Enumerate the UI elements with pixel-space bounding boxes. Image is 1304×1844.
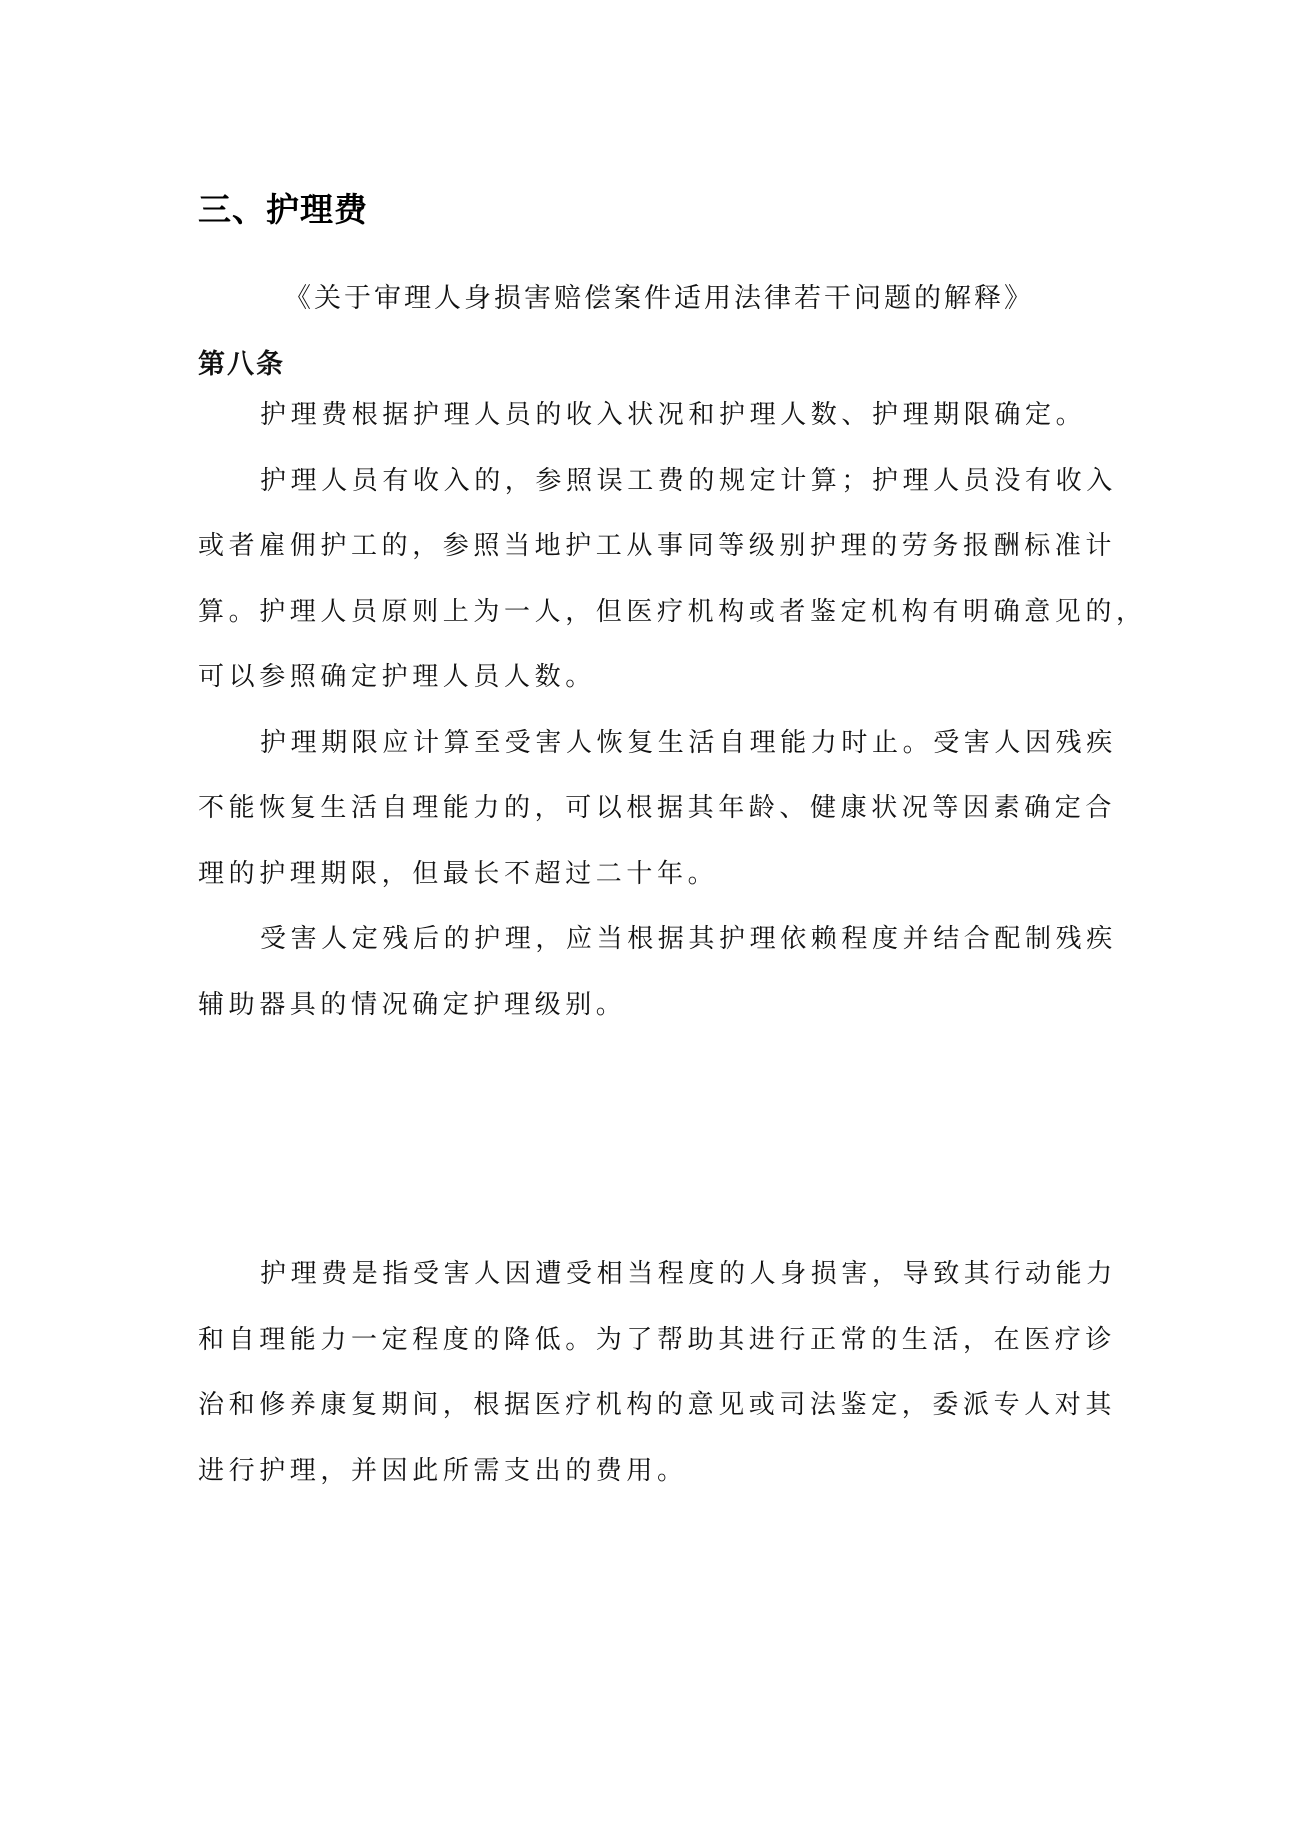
text-line: 辅助器具的情况确定护理级别。 — [198, 989, 627, 1020]
law-title: 《关于审理人身损害赔偿案件适用法律若干问题的解释》 — [284, 283, 1034, 314]
text-line: 护理人员有收入的，参照误工费的规定计算；护理人员没有收入 — [260, 465, 1117, 496]
paragraph-4 — [198, 919, 1117, 1050]
text-line: 护理费根据护理人员的收入状况和护理人数、护理期限确定。 — [260, 400, 1087, 430]
text-line: 算。护理人员原则上为一人，但医疗机构或者鉴定机构有明确意见的， — [198, 596, 1147, 627]
text-line: 护理费是指受害人因遭受相当程度的人身损害，导致其行动能力 — [260, 1259, 1117, 1289]
text-line: 或者雇佣护工的，参照当地护工从事同等级别护理的劳务报酬标准计 — [198, 531, 1117, 561]
article-label: 第八条 — [198, 349, 285, 380]
section-heading: 三、护理费 — [198, 190, 368, 229]
article-body — [198, 395, 1147, 1050]
text-line: 不能恢复生活自理能力的，可以根据其年龄、健康状况等因素确定合 — [198, 793, 1117, 823]
text-line: 进行护理，并因此所需支出的费用。 — [198, 1455, 688, 1486]
text-line: 护理期限应计算至受害人恢复生活自理能力时止。受害人因残疾 — [260, 727, 1117, 758]
text-line: 治和修养康复期间，根据医疗机构的意见或司法鉴定，委派专人对其 — [198, 1390, 1117, 1420]
explanation-paragraph — [198, 1254, 1117, 1516]
text-line: 和自理能力一定程度的降低。为了帮助其进行正常的生活，在医疗诊 — [198, 1324, 1117, 1355]
paragraph-1 — [198, 395, 1110, 461]
text-line: 理的护理期限，但最长不超过二十年。 — [198, 858, 719, 889]
paragraph-2 — [198, 461, 1147, 723]
paragraph-3 — [198, 723, 1117, 920]
text-line: 受害人定残后的护理，应当根据其护理依赖程度并结合配制残疾 — [260, 924, 1117, 954]
text-line: 可以参照确定护理人员人数。 — [198, 662, 596, 692]
